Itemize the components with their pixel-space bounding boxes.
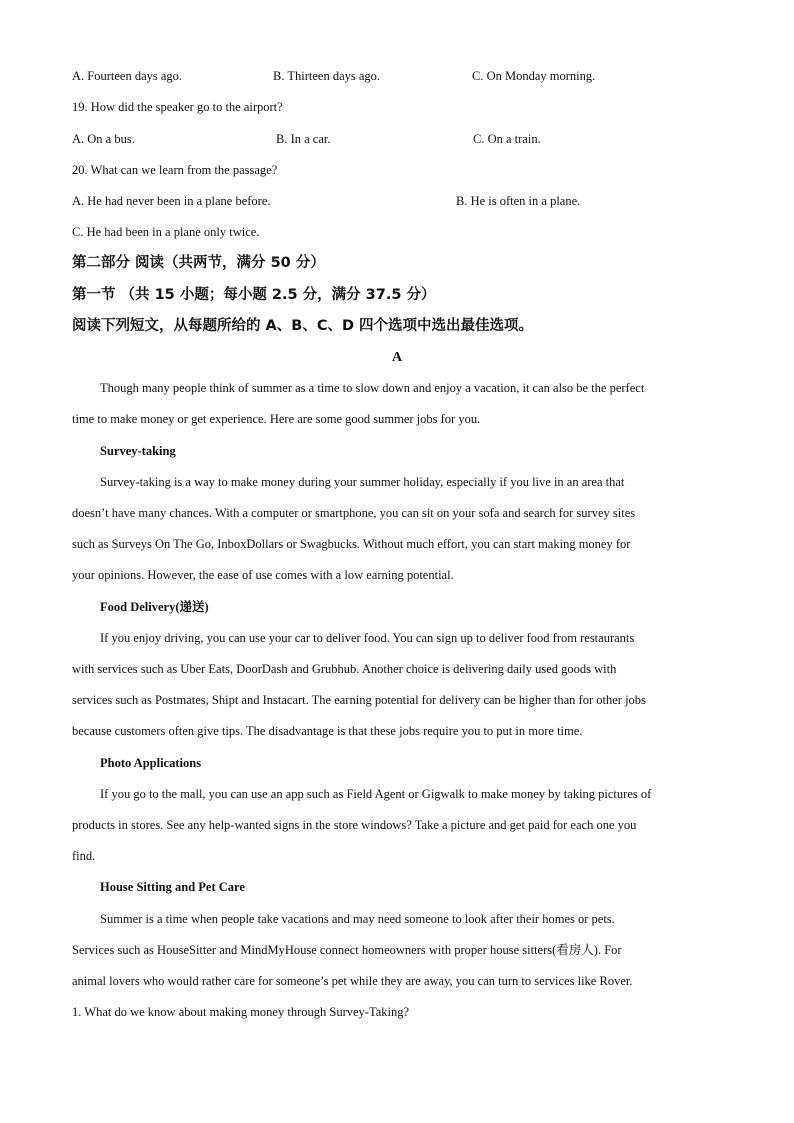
q20-option-a: A. He had never been in a plane before.: [72, 194, 271, 208]
food-line-4: because customers often give tips. The disadvantage is that these jobs require you to put in more time.: [72, 724, 583, 738]
food-line-2: with services such as Uber Eats, DoorDash and Grubhub. Another choice is delivering daily used goods with: [72, 662, 617, 676]
section-one-heading: 第一节 （共 15 小题；每小题 2.5 分，满分 37.5 分）: [72, 287, 436, 303]
survey-taking-title: Survey-taking: [100, 444, 176, 458]
photo-line-2: products in stores. See any help-wanted signs in the store windows? Take a picture and get paid for each one you: [72, 818, 637, 832]
q20-option-b: B. He is often in a plane.: [456, 194, 581, 208]
house-line-3: animal lovers who would rather care for someone’s pet while they are away, you can turn to services like Rover.: [72, 974, 633, 988]
q18-option-c: C. On Monday morning.: [472, 69, 596, 83]
part-two-heading: 第二部分 阅读（共两节，满分 50 分）: [72, 255, 325, 271]
food-line-1: If you enjoy driving, you can use your car to deliver food. You can sign up to deliver food from restaurants: [100, 631, 635, 645]
photo-line-1: If you go to the mall, you can use an app such as Field Agent or Gigwalk to make money by taking pictures of: [100, 787, 652, 801]
q19-option-c: C. On a train.: [473, 132, 541, 146]
passage-label: A: [391, 350, 403, 365]
photo-applications-title: Photo Applications: [100, 756, 202, 770]
food-line-3: services such as Postmates, Shipt and Instacart. The earning potential for delivery can be higher than for other jobs: [72, 693, 646, 707]
q19-option-b: B. In a car.: [276, 132, 331, 146]
passage-intro-line-1: Though many people think of summer as a time to slow down and enjoy a vacation, it can also be the perfect: [100, 381, 645, 395]
house-sitting-title: House Sitting and Pet Care: [100, 880, 245, 894]
q18-option-a: A. Fourteen days ago.: [72, 69, 183, 83]
survey-line-1: Survey-taking is a way to make money during your summer holiday, especially if you live in an area that: [100, 475, 625, 489]
house-line-2: Services such as HouseSitter and MindMyHouse connect homeowners with proper house sitters(看房人). For: [72, 943, 622, 957]
survey-line-3: such as Surveys On The Go, InboxDollars or Swagbucks. Without much effort, you can start making money for: [72, 537, 631, 551]
reading-instruction: 阅读下列短文，从每题所给的 A、B、C、D 四个选项中选出最佳选项。: [72, 318, 534, 334]
q19-option-a: A. On a bus.: [72, 132, 135, 146]
q19-stem: 19. How did the speaker go to the airport?: [72, 100, 283, 114]
passage-intro-line-2: time to make money or get experience. Here are some good summer jobs for you.: [72, 412, 481, 426]
food-delivery-title: Food Delivery(递送): [100, 600, 209, 614]
q1-stem: 1. What do we know about making money through Survey-Taking?: [72, 1005, 410, 1019]
survey-line-2: doesn’t have many chances. With a computer or smartphone, you can sit on your sofa and search for survey sites: [72, 506, 636, 520]
house-line-1: Summer is a time when people take vacations and may need someone to look after their homes or pets.: [100, 912, 615, 926]
q20-option-c: C. He had been in a plane only twice.: [72, 225, 260, 239]
photo-line-3: find.: [72, 849, 96, 863]
q20-stem: 20. What can we learn from the passage?: [72, 163, 278, 177]
survey-line-4: your opinions. However, the ease of use comes with a low earning potential.: [72, 568, 454, 582]
q18-option-b: B. Thirteen days ago.: [273, 69, 381, 83]
